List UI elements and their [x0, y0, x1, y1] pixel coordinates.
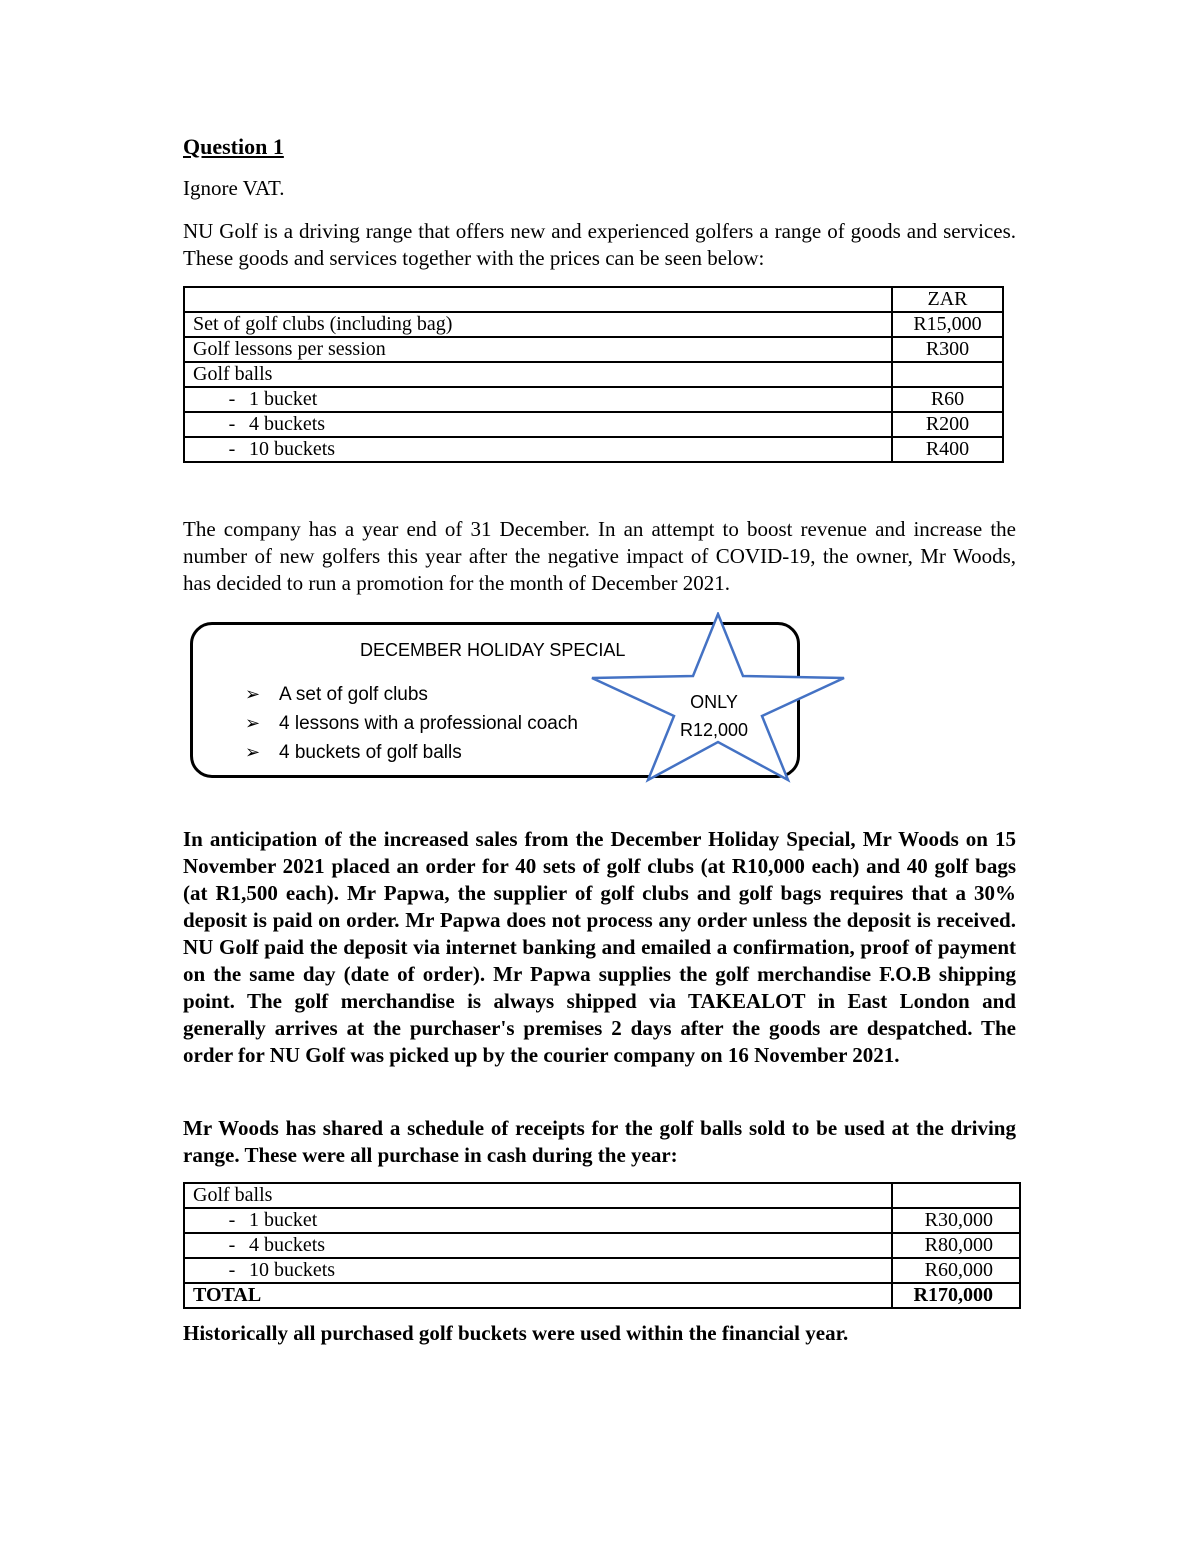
star-price-text: R12,000 [679, 720, 749, 740]
promo-list [245, 680, 578, 767]
item-price: R300 [892, 337, 1003, 362]
list-item [245, 738, 578, 767]
item-label: Set of golf clubs (including bag) [184, 312, 892, 337]
list-item [245, 709, 578, 738]
total-label: TOTAL [184, 1283, 892, 1308]
item-label: 4 buckets [249, 413, 326, 435]
table-row [184, 312, 1003, 337]
item-amount [892, 1183, 1020, 1208]
promo-item: 4 lessons with a professional coach [279, 713, 578, 734]
receipts-intro-paragraph: Mr Woods has shared a schedule of receipts for the golf balls sold to be used at the driving range. These were all purchase in cash during the year: [183, 1116, 1016, 1167]
table-cell [184, 412, 892, 437]
ignore-vat-note: Ignore VAT. [183, 176, 285, 200]
footer-note: Historically all purchased golf buckets were used within the financial year. [183, 1321, 849, 1345]
receipts-table [183, 1182, 1021, 1309]
item-amount: R30,000 [892, 1208, 1020, 1233]
company-paragraph: The company has a year end of 31 December. In an attempt to boost revenue and increase the number of new golfers this year after the negative impact of COVID-19, the owner, Mr Woods, has decided to run a promotion for the month of December 2021. [183, 517, 1016, 595]
table-row [184, 337, 1003, 362]
arrow-bullet-icon: ➢ [245, 713, 261, 733]
table-cell [184, 1233, 892, 1258]
item-label: Golf balls [184, 1183, 892, 1208]
item-price: R400 [892, 437, 1003, 462]
item-price: R60 [892, 387, 1003, 412]
price-table [183, 286, 1004, 463]
total-amount: R170,000 [892, 1283, 1020, 1308]
table-row [184, 1258, 1020, 1283]
promo-item: 4 buckets of golf balls [279, 742, 462, 763]
table-cell [184, 1258, 892, 1283]
promo-item: A set of golf clubs [279, 684, 428, 705]
table-cell [184, 287, 892, 312]
item-label: 10 buckets [249, 1259, 336, 1281]
table-row [184, 1183, 1020, 1208]
item-label: 1 bucket [249, 1209, 318, 1231]
list-item [245, 680, 578, 709]
arrow-bullet-icon: ➢ [245, 742, 261, 762]
list-dash: - [228, 413, 236, 435]
arrow-bullet-icon: ➢ [245, 684, 261, 704]
list-dash: - [228, 438, 236, 460]
item-amount: R60,000 [892, 1258, 1020, 1283]
table-cell [184, 437, 892, 462]
item-price [892, 362, 1003, 387]
table-cell [184, 1208, 892, 1233]
order-paragraph: In anticipation of the increased sales from the December Holiday Special, Mr Woods on 15 November 2021 placed an order for 40 sets of golf clubs (at R10,000 each) and 40 golf bags (at R1,500 each). Mr Papwa, the supplier of golf clubs and golf bags requires that a 30% deposit is paid on order. Mr Papwa does not process any order unless the deposit is received. NU Golf paid the deposit via internet banking and emailed a confirmation, proof of payment on the same day (date of order). Mr Papwa supplies the golf merchandise F.O.B shipping point. The golf merchandise is always shipped via TAKEALOT in East London and generally arrives at the purchaser's premises 2 days after the goods are despatched. The order for NU Golf was picked up by the courier company on 16 November 2021. [183, 827, 1016, 1067]
table-row [184, 437, 1003, 462]
list-dash: - [228, 388, 236, 410]
star-only-text: ONLY [690, 692, 738, 712]
table-row [184, 387, 1003, 412]
item-price: R15,000 [892, 312, 1003, 337]
table-row [184, 362, 1003, 387]
item-amount: R80,000 [892, 1233, 1020, 1258]
intro-paragraph: NU Golf is a driving range that offers new and experienced golfers a range of goods and services. These goods and services together with the prices can be seen below: [183, 219, 1016, 270]
table-row [184, 1233, 1020, 1258]
item-label: 10 buckets [249, 438, 336, 460]
item-label: Golf lessons per session [184, 337, 892, 362]
list-dash: - [228, 1209, 236, 1231]
table-row [184, 412, 1003, 437]
star-price-label [664, 688, 764, 744]
promo-title: DECEMBER HOLIDAY SPECIAL [360, 640, 626, 660]
table-cell [184, 387, 892, 412]
question-heading: Question 1 [183, 134, 284, 159]
item-label: 4 buckets [249, 1234, 326, 1256]
total-row [184, 1283, 1020, 1308]
currency-header: ZAR [892, 287, 1003, 312]
table-row [184, 1208, 1020, 1233]
item-price: R200 [892, 412, 1003, 437]
list-dash: - [228, 1259, 236, 1281]
item-label: 1 bucket [249, 388, 318, 410]
table-row [184, 287, 1003, 312]
item-label: Golf balls [184, 362, 892, 387]
list-dash: - [228, 1234, 236, 1256]
